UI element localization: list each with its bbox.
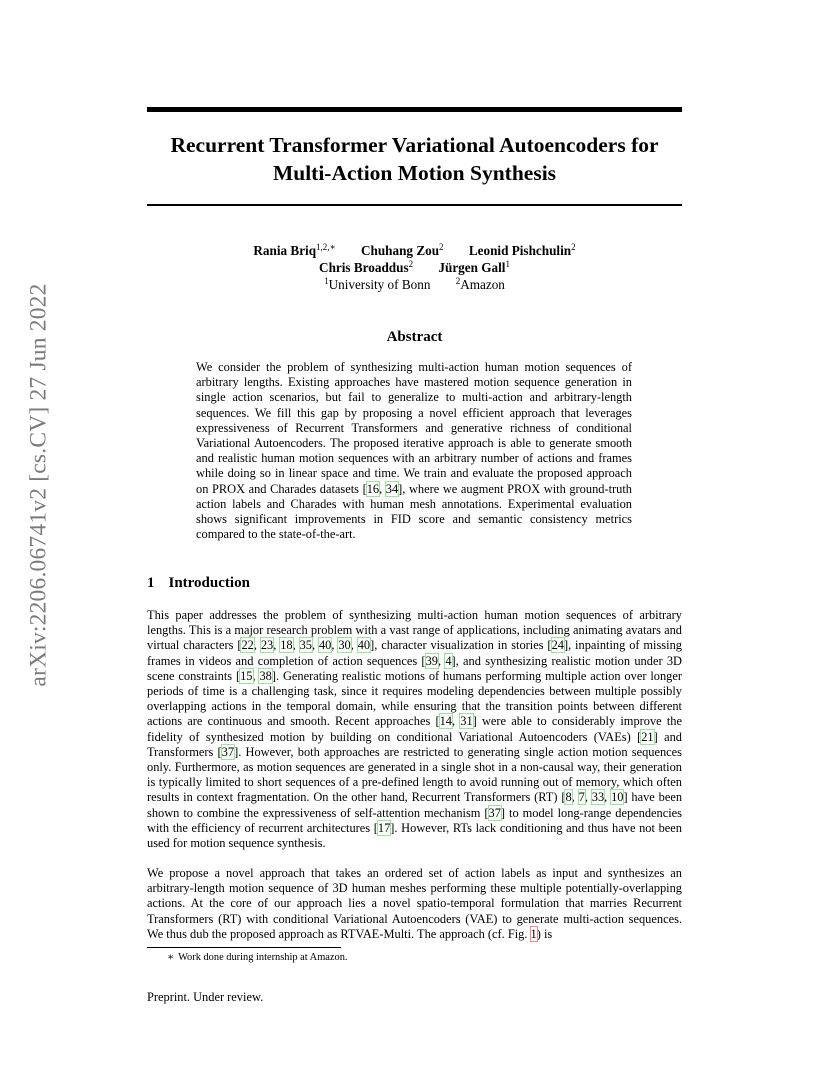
citation-link[interactable]: 4 (445, 653, 452, 668)
citation-link[interactable]: 37 (221, 744, 235, 759)
paper-title (147, 131, 682, 187)
abstract-heading: Abstract (386, 329, 443, 345)
affiliation: $^1$University of Bonn (324, 276, 431, 292)
citation-link[interactable]: 21 (641, 729, 654, 744)
paper-title-line-1: Recurrent Transformer Variational Autoencoders for (170, 133, 659, 157)
citation-link[interactable]: 7 (578, 790, 585, 805)
citation-link[interactable]: 30 (338, 638, 351, 653)
citation-link[interactable]: 22 (241, 638, 254, 653)
author: Jürgen Gall$^1$ (438, 259, 510, 275)
footnote-rule (147, 947, 341, 948)
author: Leonid Pishchulin$^2$ (468, 242, 576, 258)
citation-link[interactable]: 24 (551, 638, 564, 653)
citation-link[interactable]: 39 (425, 653, 438, 668)
arxiv-identifier (24, 283, 54, 687)
citation-link[interactable]: 31 (460, 714, 473, 729)
footnote-text: Work done during internship at Amazon. (178, 952, 348, 963)
author: Chris Broaddus$^2$ (319, 259, 414, 275)
citation-link[interactable]: 14 (439, 714, 452, 729)
citation-link[interactable]: 17 (377, 820, 391, 835)
section-number: 1 (147, 575, 155, 591)
affiliation: $^2$Amazon (455, 276, 505, 292)
citation-link[interactable]: 8 (565, 790, 572, 805)
intro-paragraph-1: This paper addresses the problem of synthesizing multi-action human motion sequences of arbitrary lengths. This is a major research problem with a vast range of applications, including animating avatars and virtual characters [22, 23, 18, 35, 40, 30, 40], character visualization in stories [24], inpainting of missing frames in videos and completion of action sequences [39, 4], and synthesizing realistic motion under 3D scene constraints [15, 38]. Generating realistic motions of humans performing multiple action over longer periods of time is a challenging task, since it requires modeling dependencies between multiple possibly overlapping actions in the temporal domain, while ensuring that the transition points between different actions are continuous and smooth. Recent approaches [14, 31] were able to considerably improve the fidelity of synthesized motion by building on conditional Variational Autoencoders (VAEs) [21] and Transformers [37]. However, both approaches are restricted to generating single action motion sequences only. Furthermore, as motion sequences are generated in a single shot in a non-causal way, their generation is typically limited to short sequences of a pre-defined length to avoid running out of memory, which often results in context fragmentation. On the other hand, Recurrent Transformers (RT) [8, 7, 33, 10] have been shown to combine the expressiveness of self-attention mechanism [37] to model long-range dependencies with the efficiency of recurrent architectures [17]. However, RTs lack conditioning and thus have not been used for motion sequence synthesis. (147, 608, 683, 851)
author-block (147, 242, 682, 293)
paper-title-line-2: Multi-Action Motion Synthesis (272, 161, 557, 185)
citation-link[interactable]: 40 (357, 638, 371, 653)
figure-reference-link[interactable]: 1 (530, 926, 537, 941)
section-title: Introduction (168, 575, 250, 591)
citation-link[interactable]: 15 (240, 668, 253, 683)
footnote (147, 951, 347, 964)
citation-link[interactable]: 34 (385, 481, 399, 496)
section-heading-introduction (147, 573, 250, 593)
citation-link[interactable]: 10 (611, 790, 624, 805)
author-row-2 (147, 259, 682, 276)
citation-link[interactable]: 33 (591, 790, 605, 805)
author-row-1 (147, 242, 682, 259)
title-rule-bottom (147, 204, 682, 206)
citation-link[interactable]: 37 (488, 805, 501, 820)
citation-link[interactable]: 35 (299, 638, 312, 653)
citation-link[interactable]: 23 (260, 638, 274, 653)
citation-link[interactable]: 38 (259, 668, 272, 683)
citation-link[interactable]: 16 (366, 481, 380, 496)
author: Rania Briq$^{1,2,∗}$ (253, 242, 336, 258)
affiliations (147, 276, 682, 293)
author: Chuhang Zou$^2$ (360, 242, 444, 258)
footnote-mark: ∗ (167, 952, 175, 963)
citation-link[interactable]: 18 (280, 638, 293, 653)
arxiv-identifier-text: arXiv:2206.06741v2 [cs.CV] 27 Jun 2022 (25, 283, 52, 687)
citation-link[interactable]: 40 (318, 638, 332, 653)
intro-paragraph-2: We propose a novel approach that takes an ordered set of action labels as input and synthesizes an arbitrary-length motion sequence of 3D human meshes performing these multiple potentially-overlapping actions. At the core of our approach lies a novel spatio-temporal formulation that marries Recurrent Transformers (RT) with conditional Variational Autoencoders (VAE) to generate multi-action sequences. We thus dub the proposed approach as RTVAE-Multi. The approach (cf. Fig. 1) is (147, 866, 682, 941)
title-rule-top (147, 107, 682, 112)
abstract-text: We consider the problem of synthesizing multi-action human motion sequences of arbitrary lengths. Existing approaches have mastered motion sequence generation in single action scenarios, but fail to generalize to multi-action and arbitrary-length sequences. We fill this gap by proposing a novel efficient approach that leverages expressiveness of Recurrent Transformers and generative richness of conditional Variational Autoencoders. The proposed iterative approach is able to generate smooth and realistic human motion sequences with an arbitrary number of actions and frames while doing so in linear space and time. We train and evaluate the proposed approach on PROX and Charades datasets [16, 34], where we augment PROX with ground-truth action labels and Charades with human mesh annotations. Experimental evaluation shows significant improvements in FID score and semantic consistency metrics compared to the state-of-the-art. (196, 360, 632, 542)
preprint-notice: Preprint. Under review. (147, 990, 264, 1004)
